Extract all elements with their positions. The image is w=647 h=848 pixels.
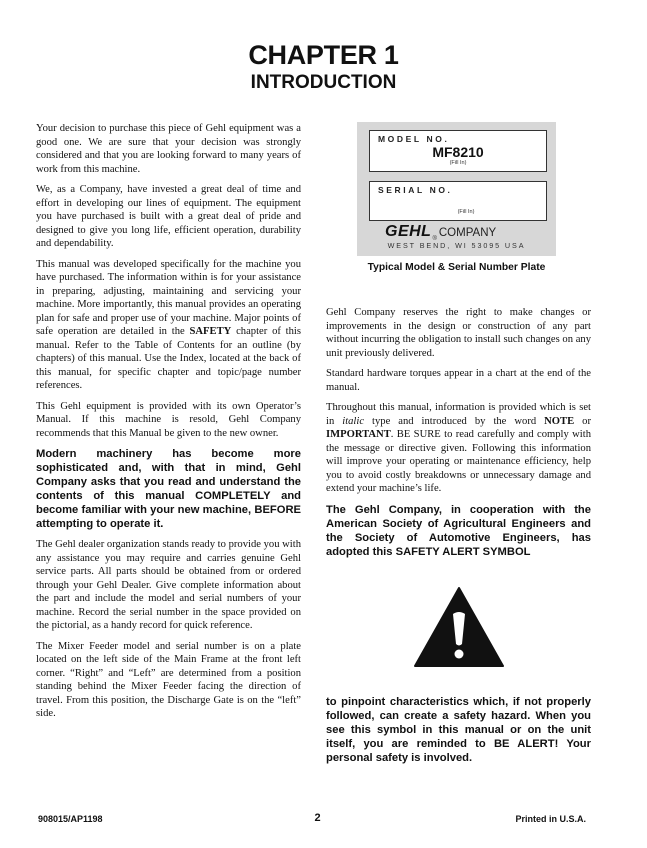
italic-word: italic bbox=[342, 415, 365, 427]
serial-number-box bbox=[369, 181, 547, 221]
serial-fill-in: (Fill In) bbox=[457, 209, 475, 215]
torques-paragraph: Standard hardware torques appear in a chart at the end of the manual. bbox=[326, 368, 591, 393]
dealer-paragraph: The Gehl dealer organization stands ready to provide you with any assistance you may require and carries genuine Gehl service parts. All parts should be obtained from or ordered through your Gehl Dealer. Give complete information about the part and include the model and serial numbers of your machine. Record the serial number in the space provided on the pictorial, as a handy record for quick reference. bbox=[36, 539, 301, 631]
text-run: This manual was developed specifically for the machine you have purchased. The information within is for your assistance in preparing, adjusting, maintaining and servicing your machine. More importantly, this manual provides an operating plan for safe and proper use of your machine. Major points of safe operation are detailed in the bbox=[36, 258, 301, 337]
text-run: Throughout this manual, information is provided which is set in bbox=[326, 402, 591, 427]
intro-paragraph-1: Your decision to purchase this piece of Gehl equipment was a good one. We are sure that your decision was strongly considered and that you are looking forward to many years of work from this machine. bbox=[36, 123, 301, 175]
intro-paragraph-3 bbox=[36, 258, 301, 393]
safety-symbol-paragraph: The Gehl Company, in cooperation with the American Society of Agricultural Engineers and the Society of Automotive Engineers, has adopted this SAFETY ALERT SYMBOL bbox=[326, 503, 591, 558]
brand-name: GEHL bbox=[385, 223, 432, 240]
text-run: . BE SURE to read carefully and comply with the message or directive given. Following this information will improve your operating or maintenance efficiency, help you to avoid costly breakdowns or unnecessary damage and extend your machine’s life. bbox=[326, 429, 591, 494]
safety-emphasis: SAFETY bbox=[189, 326, 232, 337]
safety-alert-icon bbox=[413, 586, 505, 668]
model-fill-in: (Fill In) bbox=[449, 160, 467, 166]
doc-number: 908015/AP1198 bbox=[38, 814, 103, 824]
intro-paragraph-2: We, as a Company, have invested a great deal of time and effort in developing our lines of equipment. The equipment you have purchased is built with a great deal of pride and designed to give you long life, efficient operation, durability and dependability. bbox=[36, 184, 301, 249]
be-alert-paragraph: to pinpoint characteristics which, if not properly followed, can create a safety hazard. When you see this symbol in this manual or on the unit itself, you are reminded to BE ALERT! Your personal safety is involved. bbox=[326, 696, 591, 764]
right-column bbox=[326, 306, 591, 566]
page-number: 2 bbox=[314, 812, 321, 824]
model-number-box bbox=[369, 130, 547, 172]
text-run: chapter of this manual. Refer to the Table of Contents for an outline (by chapters) of this manual. Use the Index, located at the back of this manual, for specific chapter and topic/page number references. bbox=[36, 326, 301, 391]
safety-symbol-continuation bbox=[326, 695, 591, 772]
text-run: or bbox=[574, 415, 592, 427]
read-manual-warning: Modern machinery has become more sophisticated and, with that in mind, Gehl Company asks that you read and understand the contents of this manual COMPLETELY and become familiar with your new machine, BEFORE attempting to operate it. bbox=[36, 448, 301, 530]
plate-address: WEST BEND, WI 53095 USA bbox=[387, 241, 526, 250]
text-run: type and introduced by the word bbox=[364, 415, 545, 427]
printed-in: Printed in U.S.A. bbox=[515, 814, 586, 824]
brand-company: COMPANY bbox=[438, 227, 497, 239]
chapter-subtitle: INTRODUCTION bbox=[250, 72, 397, 93]
chapter-title: CHAPTER 1 bbox=[248, 40, 399, 70]
serial-number-label: SERIAL NO. bbox=[378, 185, 453, 195]
plate-caption: Typical Model & Serial Number Plate bbox=[367, 262, 546, 273]
notes-paragraph bbox=[326, 401, 591, 496]
model-number-value: MF8210 bbox=[432, 144, 484, 160]
changes-paragraph: Gehl Company reserves the right to make changes or improvements in the design or construction of any part without incurring the obligation to install such changes on any unit previously delivered. bbox=[326, 307, 591, 359]
registered-mark: ® bbox=[432, 236, 437, 242]
gehl-logo bbox=[385, 223, 496, 242]
model-number-label: MODEL NO. bbox=[378, 134, 450, 144]
left-column bbox=[36, 122, 301, 728]
model-serial-plate bbox=[357, 122, 556, 256]
note-word: NOTE bbox=[544, 415, 575, 427]
intro-paragraph-4: This Gehl equipment is provided with its own Operator’s Manual. If this machine is resold, Gehl Company recommends that this Manual be given to the new owner. bbox=[36, 400, 301, 439]
important-word: IMPORTANT bbox=[326, 429, 391, 440]
serial-location-paragraph: The Mixer Feeder model and serial number is on a plate located on the left side of the Main Frame at the front left corner. “Right” and “Left” are determined from a position standing behind the Mixer Feeder facing the direction of travel. From this position, the Discharge Gate is on the “left” side. bbox=[36, 640, 301, 719]
